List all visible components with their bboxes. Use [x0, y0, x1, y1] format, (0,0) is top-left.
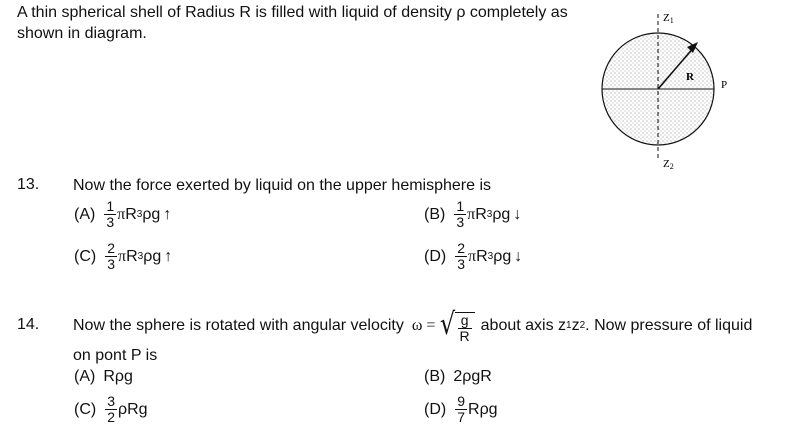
arrow-down-icon: ↓: [513, 205, 522, 223]
q13-option-d[interactable]: (D) $\frac{2}{3}$ π R 3 ρg ↓: [424, 240, 523, 272]
q14-option-d[interactable]: (D) $\frac{9}{7}$ Rρg: [424, 393, 498, 425]
label-R: R: [686, 71, 694, 83]
q13-option-a[interactable]: (A) $\frac{1}{3}$ π R 3 ρg ↑: [74, 198, 172, 230]
fraction: $\frac{9}{7}$: [457, 393, 466, 425]
label-z1: Z1: [663, 12, 674, 25]
intro-line-2: shown in diagram.: [17, 25, 147, 42]
q14-option-c[interactable]: (C) $\frac{3}{2}$ ρRg: [74, 393, 148, 425]
option-label: (B): [424, 205, 446, 223]
fraction: $\frac{3}{2}$: [107, 393, 116, 425]
arrow-down-icon: ↓: [514, 247, 523, 265]
intro-line-1: A thin spherical shell of Radius R is filled with liquid of density ρ completely as: [17, 4, 568, 21]
option-label: (D): [424, 247, 447, 265]
label-z2: Z2: [663, 158, 674, 171]
fraction: $\frac{1}{3}$: [106, 198, 115, 230]
fraction: $\frac{2}{3}$: [107, 240, 116, 272]
arrow-up-icon: ↑: [164, 247, 173, 265]
q14-option-a[interactable]: (A) Rρg: [74, 368, 133, 385]
fraction: $\frac{2}{3}$: [457, 240, 466, 272]
q14-number: 14.: [17, 316, 40, 333]
arrow-up-icon: ↑: [163, 205, 172, 223]
q13-option-c[interactable]: (C) $\frac{2}{3}$ π R 3 ρg ↑: [74, 240, 173, 272]
label-P: P: [721, 79, 728, 91]
q13-option-b[interactable]: (B) $\frac{1}{3}$ π R 3 ρg ↓: [424, 198, 522, 230]
sphere-diagram: [590, 0, 760, 175]
option-label: (A): [74, 205, 96, 223]
option-label: (C): [74, 247, 97, 265]
q14-option-b[interactable]: (B) 2ρgR: [424, 368, 492, 385]
q14-text-line-2: on pont P is: [73, 347, 158, 364]
fraction: $\frac{1}{3}$: [456, 198, 465, 230]
q13-number: 13.: [17, 176, 40, 193]
q14-text: Now the sphere is rotated with angular velocity ω = √ $\frac{g}{R}$ about axis z 1 z 2 . Now pressure of liquid: [73, 307, 753, 344]
q13-text: Now the force exerted by liquid on the upper hemisphere is: [73, 177, 492, 194]
sqrt-expression: √ $\frac{g}{R}$: [438, 308, 474, 344]
